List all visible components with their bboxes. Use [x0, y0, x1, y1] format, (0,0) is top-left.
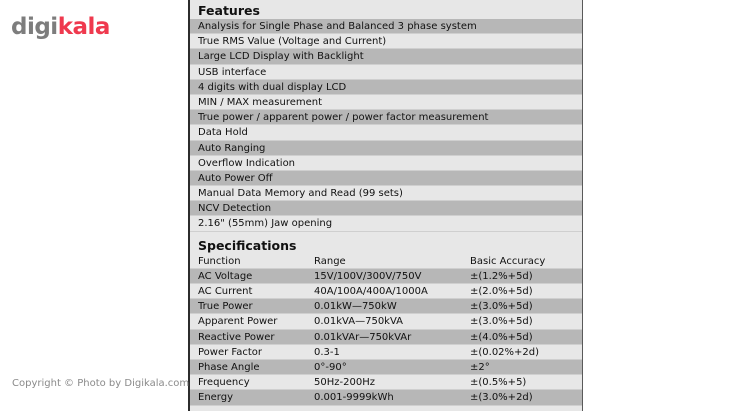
spec-function-cell: AC Voltage	[198, 270, 253, 282]
features-heading: Features	[198, 3, 260, 18]
spec-range-cell: 0.01kVAr—750kVAr	[314, 331, 412, 343]
spec-function-cell: Power Factor	[198, 346, 263, 358]
feature-item: Manual Data Memory and Read (99 sets)	[190, 186, 582, 201]
spec-range-cell: 0.001-9999kWh	[314, 392, 394, 404]
spec-function-cell: Reactive Power	[198, 331, 275, 343]
spec-range-cell: 50Hz-200Hz	[314, 377, 375, 389]
spec-function-cell: Frequency	[198, 377, 250, 389]
feature-item: MIN / MAX measurement	[190, 95, 582, 110]
feature-item: True power / apparent power / power factor measurement	[190, 110, 582, 125]
spec-accuracy-cell: ±(2.0%+5d)	[470, 286, 533, 297]
spec-accuracy-cell: ±(0.02%+2d)	[470, 346, 540, 358]
spec-function-cell: True Power	[198, 301, 253, 313]
digikala-logo	[11, 14, 110, 40]
spec-function-cell: Apparent Power	[198, 316, 278, 328]
spec-header-row	[190, 254, 582, 269]
spec-row	[190, 390, 582, 405]
spec-row	[190, 299, 582, 314]
feature-item: Auto Ranging	[190, 141, 582, 156]
feature-item: True RMS Value (Voltage and Current)	[190, 34, 582, 49]
feature-item: Large LCD Display with Backlight	[190, 49, 582, 64]
feature-item: 2.16" (55mm) Jaw opening	[190, 216, 582, 231]
spec-function-cell: Phase Angle	[198, 361, 260, 373]
spec-row	[190, 269, 582, 284]
spec-column-header: Function	[198, 255, 241, 267]
spec-accuracy-cell: ±(3.0%+2d)	[470, 392, 533, 404]
feature-item: Auto Power Off	[190, 171, 582, 186]
feature-item: 4 digits with dual display LCD	[190, 80, 582, 95]
spec-row	[190, 345, 582, 360]
feature-item: NCV Detection	[190, 201, 582, 216]
spec-range-cell: 40A/100A/400A/1000A	[314, 286, 428, 297]
spec-row	[190, 284, 582, 299]
spec-row	[190, 375, 582, 390]
spec-sheet	[188, 0, 583, 411]
copyright-text: Copyright © Photo by Digikala.com	[12, 378, 190, 389]
spec-range-cell: 0.3-1	[314, 346, 340, 358]
feature-item: Data Hold	[190, 125, 582, 140]
spec-accuracy-cell: ±2°	[470, 361, 490, 373]
spec-range-cell: 0.01kW—750kW	[314, 301, 397, 313]
features-list	[190, 19, 582, 232]
spec-row	[190, 330, 582, 345]
spec-accuracy-cell: ±(1.2%+5d)	[470, 270, 533, 282]
spec-accuracy-cell: ±(3.0%+5d)	[470, 301, 533, 313]
feature-item: Overflow Indication	[190, 156, 582, 171]
spec-range-cell: 15V/100V/300V/750V	[314, 270, 422, 282]
spec-column-header: Basic Accuracy	[470, 255, 546, 267]
spec-accuracy-cell: ±(3.0%+5d)	[470, 316, 533, 328]
spec-row	[190, 360, 582, 375]
spec-accuracy-cell: ±(4.0%+5d)	[470, 331, 533, 343]
spec-range-cell: 0°-90°	[314, 361, 347, 373]
feature-item: Analysis for Single Phase and Balanced 3 phase system	[190, 19, 582, 34]
logo-text-kala: kala	[57, 14, 110, 40]
logo-text-digi: digi	[11, 14, 58, 40]
spec-function-cell: AC Current	[198, 286, 253, 297]
spec-function-cell: Energy	[198, 392, 234, 404]
spec-column-header: Range	[314, 255, 346, 267]
spec-row	[190, 314, 582, 329]
feature-item: USB interface	[190, 65, 582, 80]
spec-range-cell: 0.01kVA—750kVA	[314, 316, 404, 328]
specifications-heading: Specifications	[198, 237, 297, 253]
specifications-table	[190, 254, 582, 406]
spec-accuracy-cell: ±(0.5%+5)	[470, 377, 527, 389]
